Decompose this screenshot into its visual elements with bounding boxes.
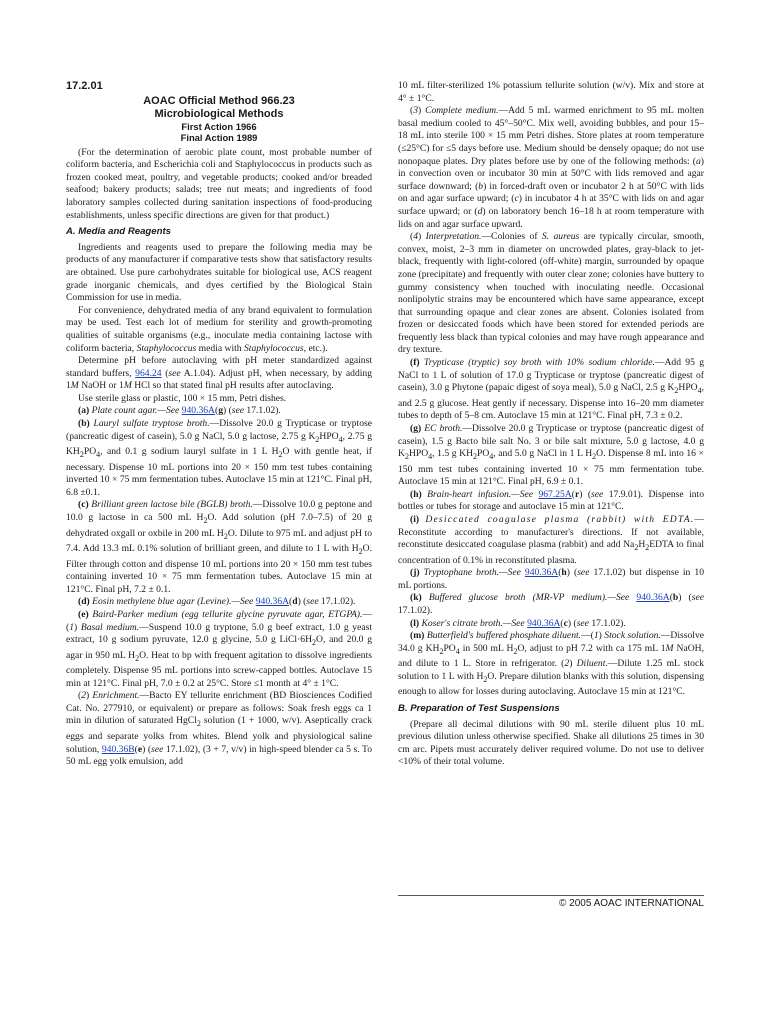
footer-copyright: © 2005 AOAC INTERNATIONAL — [558, 898, 704, 909]
paragraph: (d) Eosin methylene blue agar (Levine).—See 940.36A(d) (see 17.1.02). — [78, 596, 356, 608]
paragraph: (4) Interpretation.—Colonies of S. aureus are typically circular, smooth, convex, moist, 2–3 mm in diameter on uncrowded plates, gray-black to jet-black, frequently with light-colored (off-white) margin, surrounded by opaque zone (precipitate) and frequently with outer clear zone; colonies have buttery to gummy consistency when touched with inoculating needle. Occasional nonlipolytic strains may be encountered which have same appearance, except that surrounding opaque and clear zones are absent. Colonies isolated from frozen or desiccated foods which have been stored for extended periods are frequently less black than typical colonies and may have rough appearance and dry texture. — [398, 231, 704, 356]
method-link-940-36a-c[interactable]: 940.36A — [527, 617, 561, 629]
paragraph: (k) Buffered glucose broth (MR-VP medium).—See 940.36A(b) (see 17.1.02). — [398, 592, 704, 617]
method-link-940-36a-d[interactable]: 940.36A — [255, 596, 290, 608]
paragraph: (a) Plate count agar.—See 940.36A(g) (see 17.1.02). — [78, 405, 281, 417]
method-link-940-36a-g[interactable]: 940.36A — [181, 405, 215, 417]
method-link-940-36a-b[interactable]: 940.36A — [636, 592, 670, 604]
final-action: Final Action 1989 — [180, 132, 258, 144]
method-link-940-36a-h[interactable]: 940.36A — [524, 567, 559, 579]
section-number: 17.2.01 — [66, 80, 103, 92]
section-b-heading: B. Preparation of Test Suspensions — [398, 703, 560, 715]
paragraph: (j) Tryptophane broth.—See 940.36A(h) (see 17.1.02) but dispense in 10 mL portions. — [398, 567, 704, 591]
left-column — [66, 80, 372, 769]
method-subtitle: Microbiological Methods — [154, 107, 284, 120]
paragraph: (2) Enrichment.—Bacto EY tellurite enrichment (BD Biosciences Codified Cat. No. 277910, or equivalent) or prepare as follows: Soak fresh eggs ca 1 min in dilution of saturated HgCl$_2$ solution (1 + 1000, w/v). Aseptically crack eggs and separate yolks from whites. Blend yolk and physiological saline solution, 940.36B(e) (see 17.1.02), (3 + 7, v/v) in high-speed blender ca 5 s. To 50 mL egg yolk emulsion, add — [66, 690, 373, 768]
paragraph: (3) Complete medium.—Add 5 mL warmed enrichment to 95 mL molten basal medium cooled to 45°–50°C. Mix well, avoiding bubbles, and pour 15–18 mL into sterile 100 × 15 mm Petri dishes. Store plates at room temperature (≤25°C) for ≤5 days before use. Medium should be densely opaque; do not use nonopaque plates. Dry plates before use by one of the following methods: (a) in convection oven or incubator 30 min at 50°C with lids removed and agar surface downward; (b) in forced-draft oven or incubator 2 h at 50°C with lids on and agar surface upward; (c) in incubator 4 h at 35°C with lids on and agar surface upward; or (d) on laboratory bench 16–18 h at room temperature with lids on and agar surface upward. — [398, 105, 705, 230]
method-link-967-25a[interactable]: 967.25A — [538, 488, 572, 500]
right-column — [398, 80, 704, 769]
footer-rule — [398, 895, 704, 896]
paragraph: (g) EC broth.—Dissolve 20.0 g Trypticase or tryptose (pancreatic digest of casein), 1.5 g Bacto bile salt No. 3 or bile salt mixture, 5.0 g lactose, 4.0 g $K_2HPO_4$, 1.5 g $KH_2PO_4$, and 5.0 g NaCl in 1 L $H_2O$. Dispense 8 mL into 16 × 150 mm test tubes containing inverted 10 × 75 mm fermentation tube. Autoclave 15 min at 121°C. Final pH, 6.9 ± 0.1. — [398, 422, 704, 488]
paragraph: Ingredients and reagents used to prepare the following media may be products of any manufacturer if comparative tests show that satisfactory results are obtained. Use pure carbohydrates suitable for biological use, ACS reagent grade inorganic chemicals, and dyes certified by the Biological Stain Commission for use in media. — [66, 241, 372, 304]
paragraph: (Prepare all decimal dilutions with 90 mL sterile diluent plus 10 mL previous dilution unless otherwise specified. Shake all dilutions 25 times in 30 cm arc. Pipets must accurately deliver required volume. Do not use to deliver <10% of their total volume. — [398, 718, 704, 768]
paragraph: (l) Koser's citrate broth.—See 940.36A(c) (see 17.1.02). — [410, 617, 626, 629]
method-link-940-36b[interactable]: 940.36B — [101, 743, 135, 755]
paragraph: 10 mL filter-sterilized 1% potassium tellurite solution (w/v). Mix and store at 4° ± 1°C. — [398, 80, 704, 104]
method-link-964-24[interactable]: 964.24 — [135, 367, 162, 379]
paragraph: (m) Butterfield's buffered phosphate diluent.—(1) Stock solution.—Dissolve 34.0 g $KH_2PO_4$ in 500 mL $H_2O$, adjust to pH 7.2 with ca 175 mL 1M NaOH, and dilute to 1 L. Store in refrigerator. (2) Diluent.—Dilute 1.25 mL stock solution to 1 L with $H_2O$. Prepare dilution blanks with this solution, dispensing enough to allow for losses during autoclaving. Autoclave 15 min at 121°C. — [398, 630, 705, 698]
paragraph: (f) Trypticase (tryptic) soy broth with 10% sodium chloride.—Add 95 g NaCl to 1 L of solution of 17.0 g Trypticase or tryptose (pancreatic digest of casein), 3.0 g Phytone (papaic digest of soya meal), 5.0 g NaCl, 2.5 g $K_2HPO_4$, and 2.5 g glucose. Heat gently if necessary. Dispense into 16–20 mm diameter tubes to depth of 5–8 cm. Autoclave 15 min at 121°C. Final pH, 7.3 ± 0.2. — [398, 357, 704, 422]
section-a-heading: A. Media and Reagents — [66, 226, 172, 238]
paragraph: (h) Brain-heart infusion.—See 967.25A(r) (see 17.9.01). Dispense into bottles or tubes for storage and autoclave 15 min at 121°C. — [398, 488, 705, 513]
method-title: AOAC Official Method 966.23 — [143, 94, 295, 107]
method-header — [66, 95, 372, 144]
paragraph: (i) Desiccated coagulase plasma (rabbit) with EDTA.—Reconstitute according to manufacturer's directions. If not available, reconstitute desiccated coagulase plasma (rabbit) and add $Na_2H_2EDTA$ to final concentration of 0.1% in reconstituted plasma. — [398, 514, 704, 566]
paragraph: (c) Brilliant green lactose bile (BGLB) broth.—Dissolve 10.0 g peptone and 10.0 g lactose in ca 500 mL $H_2O$. Add solution (pH 7.0–7.5) of 20 g dehydrated oxgall or oxbile in 200 mL $H_2O$. Dilute to 975 mL and adjust pH to 7.4. Add 13.3 mL 0.1% solution of brilliant green, and dilute to 1 L with $H_2O$. Filter through cotton and dispense 10 mL portions into 20 × 150 mm test tubes containing inverted 10 × 75 mm fermentation tubes. Autoclave 15 min at 121°C. Final pH, 7.2 ± 0.1. — [66, 499, 372, 595]
first-action: First Action 1966 — [181, 120, 257, 132]
paragraph: For convenience, dehydrated media of any brand equivalent to formulation may be used. Test each lot of medium for sterility and growth-promoting qualities of suitable organisms (e.g., inoculate media containing lactose with coliform bacteria, Staphylococcus media with Staphylococcus, etc.). — [66, 304, 372, 354]
paragraph: Determine pH before autoclaving with pH meter standardized against standard buffers, 964.24 (see A.1.04). Adjust pH, when necessary, by adding 1M NaOH or 1M HCl so that stated final pH results after autoclaving. — [66, 355, 373, 392]
paragraph: (e) Baird-Parker medium (egg tellurite glycine pyruvate agar, ETGPA).—(1) Basal medium.—Suspend 10.0 g tryptone, 5.0 g beef extract, 1.0 g yeast extract, 10 g sodium pyruvate, 12.0 g glycine, 5.0 g $LiCl\cdot 6H_2O$, and 20.0 g agar in 950 mL $H_2O$. Heat to bp with frequent agitation to dissolve ingredients completely. Dispense 95 mL portions into screw-capped bottles. Autoclave 15 min at 121°C. Final pH, 7.0 ± 0.2 at 25°C. Store ≤1 month at 4° ± 1°C. — [66, 608, 373, 689]
paragraph: (b) Lauryl sulfate tryptose broth.—Dissolve 20.0 g Trypticase or tryptose (pancreatic digest of casein), 5.0 g NaCl, 5.0 g lactose, 2.75 g $K_2HPO_4$, 2.75 g $KH_2PO_4$, and 0.1 g sodium lauryl sulfate in 1 L $H_2O$ with gentle heat, if necessary. Dispense 10 mL portions into 20 × 150 mm test tubes containing inverted 10 × 75 mm fermentation tubes. Autoclave 15 min at 121°C. Final pH, 6.8 ±0.1. — [66, 418, 372, 498]
paragraph: Use sterile glass or plastic, 100 × 15 mm, Petri dishes. — [78, 392, 287, 404]
intro-paragraph: (For the determination of aerobic plate count, most probable number of coliform bacteria, and Escherichia coli and Staphylococcus in products such as frozen cooked meat, poultry, and vegetable products; cooked and/or breaded seafood; bakery products; salads; tree nut meats; and ingredients of food laboratory samples collected during sanitation inspections of food-producing establishments, unless specific directions are given for that product.) — [66, 146, 372, 221]
